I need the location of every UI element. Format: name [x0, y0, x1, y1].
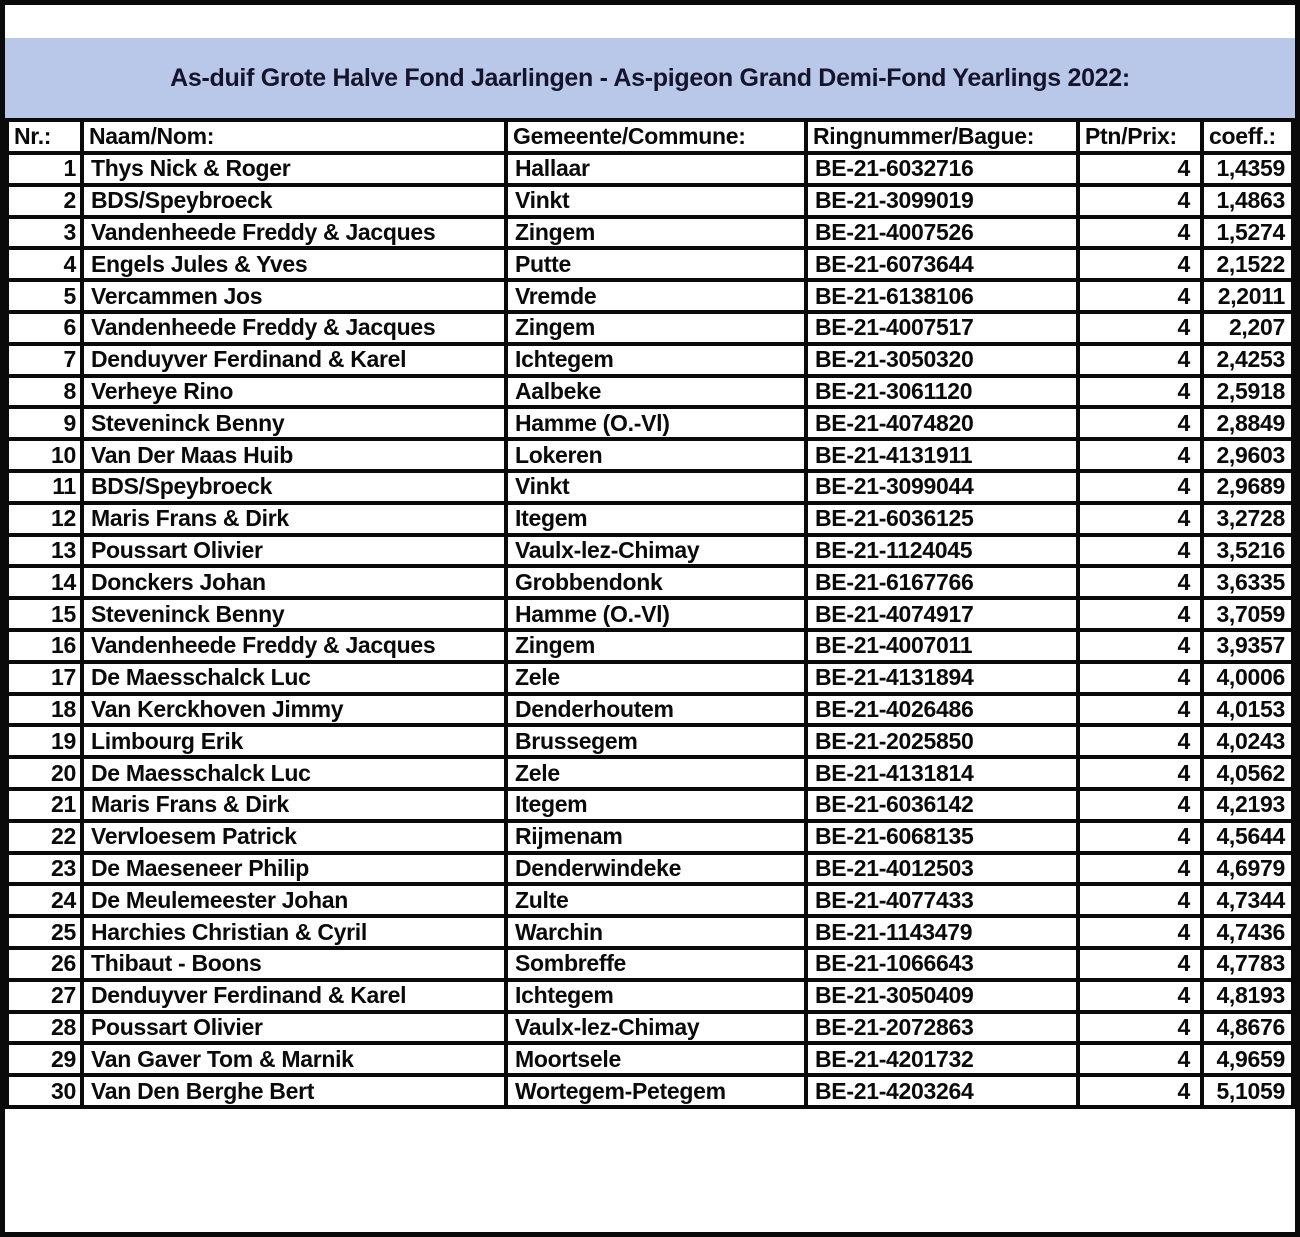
cell-commune: Grobbendonk — [506, 566, 806, 598]
cell-coeff: 2,2011 — [1202, 280, 1293, 312]
cell-nr: 9 — [7, 407, 82, 439]
cell-ring: BE-21-1143479 — [806, 916, 1078, 948]
cell-coeff: 4,9659 — [1202, 1043, 1293, 1075]
cell-commune: Putte — [506, 248, 806, 280]
column-header-name: Naam/Nom: — [82, 120, 506, 153]
cell-coeff: 4,2193 — [1202, 789, 1293, 821]
cell-points: 4 — [1078, 566, 1202, 598]
cell-commune: Ichtegem — [506, 980, 806, 1012]
cell-ring: BE-21-3050409 — [806, 980, 1078, 1012]
cell-points: 4 — [1078, 248, 1202, 280]
cell-points: 4 — [1078, 662, 1202, 694]
cell-nr: 29 — [7, 1043, 82, 1075]
cell-commune: Warchin — [506, 916, 806, 948]
table-row — [7, 1012, 1293, 1044]
cell-name: BDS/Speybroeck — [82, 471, 506, 503]
cell-points: 4 — [1078, 185, 1202, 217]
cell-points: 4 — [1078, 1075, 1202, 1107]
cell-points: 4 — [1078, 948, 1202, 980]
cell-coeff: 1,4863 — [1202, 185, 1293, 217]
cell-coeff: 2,5918 — [1202, 376, 1293, 408]
cell-nr: 11 — [7, 471, 82, 503]
cell-coeff: 4,7344 — [1202, 884, 1293, 916]
cell-points: 4 — [1078, 853, 1202, 885]
cell-coeff: 1,5274 — [1202, 217, 1293, 249]
cell-name: Thys Nick & Roger — [82, 153, 506, 185]
cell-nr: 7 — [7, 344, 82, 376]
cell-nr: 2 — [7, 185, 82, 217]
table-row — [7, 407, 1293, 439]
cell-name: De Maesschalck Luc — [82, 662, 506, 694]
cell-ring: BE-21-6036125 — [806, 503, 1078, 535]
cell-name: Vandenheede Freddy & Jacques — [82, 217, 506, 249]
cell-points: 4 — [1078, 535, 1202, 567]
cell-name: De Maeseneer Philip — [82, 853, 506, 885]
cell-coeff: 4,5644 — [1202, 821, 1293, 853]
cell-nr: 20 — [7, 757, 82, 789]
cell-commune: Hamme (O.-Vl) — [506, 598, 806, 630]
table-header-row — [7, 120, 1293, 153]
table-row — [7, 725, 1293, 757]
table-row — [7, 503, 1293, 535]
cell-nr: 14 — [7, 566, 82, 598]
table-row — [7, 471, 1293, 503]
cell-commune: Zingem — [506, 312, 806, 344]
cell-commune: Itegem — [506, 789, 806, 821]
cell-ring: BE-21-4007517 — [806, 312, 1078, 344]
cell-nr: 5 — [7, 280, 82, 312]
cell-ring: BE-21-4074917 — [806, 598, 1078, 630]
cell-commune: Vremde — [506, 280, 806, 312]
cell-ring: BE-21-6167766 — [806, 566, 1078, 598]
cell-name: De Meulemeester Johan — [82, 884, 506, 916]
cell-nr: 15 — [7, 598, 82, 630]
cell-nr: 12 — [7, 503, 82, 535]
cell-ring: BE-21-4026486 — [806, 694, 1078, 726]
cell-nr: 6 — [7, 312, 82, 344]
table-row — [7, 185, 1293, 217]
cell-nr: 8 — [7, 376, 82, 408]
cell-coeff: 3,7059 — [1202, 598, 1293, 630]
cell-commune: Vaulx-lez-Chimay — [506, 1012, 806, 1044]
cell-ring: BE-21-4131894 — [806, 662, 1078, 694]
cell-commune: Denderwindeke — [506, 853, 806, 885]
cell-name: Poussart Olivier — [82, 535, 506, 567]
cell-ring: BE-21-6036142 — [806, 789, 1078, 821]
cell-nr: 25 — [7, 916, 82, 948]
cell-name: Van Den Berghe Bert — [82, 1075, 506, 1107]
cell-commune: Zingem — [506, 217, 806, 249]
cell-ring: BE-21-1066643 — [806, 948, 1078, 980]
cell-nr: 26 — [7, 948, 82, 980]
table-row — [7, 280, 1293, 312]
table-row — [7, 1043, 1293, 1075]
table-row — [7, 1075, 1293, 1107]
cell-commune: Rijmenam — [506, 821, 806, 853]
table-row — [7, 980, 1293, 1012]
cell-points: 4 — [1078, 439, 1202, 471]
cell-commune: Zele — [506, 662, 806, 694]
cell-name: Denduyver Ferdinand & Karel — [82, 980, 506, 1012]
table-row — [7, 535, 1293, 567]
cell-name: BDS/Speybroeck — [82, 185, 506, 217]
table-row — [7, 853, 1293, 885]
cell-ring: BE-21-4077433 — [806, 884, 1078, 916]
results-table-body — [7, 153, 1293, 1107]
cell-coeff: 2,4253 — [1202, 344, 1293, 376]
cell-coeff: 2,1522 — [1202, 248, 1293, 280]
table-row — [7, 598, 1293, 630]
cell-ring: BE-21-6073644 — [806, 248, 1078, 280]
cell-name: Vandenheede Freddy & Jacques — [82, 630, 506, 662]
table-row — [7, 694, 1293, 726]
page-title: As-duif Grote Halve Fond Jaarlingen - As-pigeon Grand Demi-Fond Yearlings 2022: — [170, 63, 1130, 92]
cell-points: 4 — [1078, 312, 1202, 344]
cell-ring: BE-21-4201732 — [806, 1043, 1078, 1075]
cell-commune: Ichtegem — [506, 344, 806, 376]
cell-ring: BE-21-4012503 — [806, 853, 1078, 885]
cell-name: De Maesschalck Luc — [82, 757, 506, 789]
cell-ring: BE-21-3099019 — [806, 185, 1078, 217]
cell-points: 4 — [1078, 344, 1202, 376]
column-header-coeff: coeff.: — [1202, 120, 1293, 153]
cell-commune: Itegem — [506, 503, 806, 535]
top-margin — [5, 5, 1295, 38]
cell-name: Denduyver Ferdinand & Karel — [82, 344, 506, 376]
cell-name: Vandenheede Freddy & Jacques — [82, 312, 506, 344]
cell-name: Van Gaver Tom & Marnik — [82, 1043, 506, 1075]
cell-ring: BE-21-6068135 — [806, 821, 1078, 853]
cell-ring: BE-21-4131814 — [806, 757, 1078, 789]
cell-coeff: 2,207 — [1202, 312, 1293, 344]
cell-nr: 22 — [7, 821, 82, 853]
cell-nr: 18 — [7, 694, 82, 726]
column-header-commune: Gemeente/Commune: — [506, 120, 806, 153]
cell-commune: Zingem — [506, 630, 806, 662]
cell-ring: BE-21-3061120 — [806, 376, 1078, 408]
cell-name: Steveninck Benny — [82, 598, 506, 630]
cell-ring: BE-21-4007526 — [806, 217, 1078, 249]
cell-commune: Aalbeke — [506, 376, 806, 408]
table-row — [7, 439, 1293, 471]
cell-points: 4 — [1078, 916, 1202, 948]
cell-ring: BE-21-6138106 — [806, 280, 1078, 312]
table-row — [7, 312, 1293, 344]
cell-commune: Vaulx-lez-Chimay — [506, 535, 806, 567]
cell-commune: Denderhoutem — [506, 694, 806, 726]
cell-nr: 27 — [7, 980, 82, 1012]
cell-commune: Wortegem-Petegem — [506, 1075, 806, 1107]
cell-coeff: 1,4359 — [1202, 153, 1293, 185]
table-row — [7, 948, 1293, 980]
cell-nr: 3 — [7, 217, 82, 249]
cell-points: 4 — [1078, 598, 1202, 630]
cell-coeff: 2,9603 — [1202, 439, 1293, 471]
cell-points: 4 — [1078, 1043, 1202, 1075]
column-header-nr: Nr.: — [7, 120, 82, 153]
title-banner — [5, 38, 1295, 118]
cell-coeff: 4,0562 — [1202, 757, 1293, 789]
cell-coeff: 4,8193 — [1202, 980, 1293, 1012]
table-row — [7, 916, 1293, 948]
cell-name: Vercammen Jos — [82, 280, 506, 312]
cell-nr: 30 — [7, 1075, 82, 1107]
cell-points: 4 — [1078, 789, 1202, 821]
table-row — [7, 630, 1293, 662]
cell-coeff: 2,9689 — [1202, 471, 1293, 503]
cell-name: Van Der Maas Huib — [82, 439, 506, 471]
cell-nr: 1 — [7, 153, 82, 185]
table-row — [7, 344, 1293, 376]
cell-points: 4 — [1078, 980, 1202, 1012]
cell-name: Engels Jules & Yves — [82, 248, 506, 280]
table-row — [7, 248, 1293, 280]
cell-commune: Vinkt — [506, 185, 806, 217]
cell-commune: Hallaar — [506, 153, 806, 185]
results-table — [5, 118, 1295, 1109]
cell-nr: 21 — [7, 789, 82, 821]
cell-points: 4 — [1078, 153, 1202, 185]
cell-name: Maris Frans & Dirk — [82, 503, 506, 535]
cell-nr: 13 — [7, 535, 82, 567]
cell-nr: 10 — [7, 439, 82, 471]
cell-ring: BE-21-4074820 — [806, 407, 1078, 439]
cell-ring: BE-21-2072863 — [806, 1012, 1078, 1044]
cell-coeff: 4,0006 — [1202, 662, 1293, 694]
cell-commune: Vinkt — [506, 471, 806, 503]
cell-coeff: 4,0153 — [1202, 694, 1293, 726]
cell-nr: 23 — [7, 853, 82, 885]
cell-points: 4 — [1078, 376, 1202, 408]
cell-coeff: 4,6979 — [1202, 853, 1293, 885]
column-header-points: Ptn/Prix: — [1078, 120, 1202, 153]
cell-points: 4 — [1078, 217, 1202, 249]
cell-commune: Zele — [506, 757, 806, 789]
cell-name: Verheye Rino — [82, 376, 506, 408]
column-header-ring: Ringnummer/Bague: — [806, 120, 1078, 153]
cell-ring: BE-21-1124045 — [806, 535, 1078, 567]
cell-coeff: 4,0243 — [1202, 725, 1293, 757]
cell-coeff: 3,9357 — [1202, 630, 1293, 662]
table-row — [7, 217, 1293, 249]
cell-nr: 24 — [7, 884, 82, 916]
table-row — [7, 153, 1293, 185]
cell-nr: 4 — [7, 248, 82, 280]
table-row — [7, 757, 1293, 789]
cell-ring: BE-21-6032716 — [806, 153, 1078, 185]
cell-points: 4 — [1078, 884, 1202, 916]
cell-commune: Brussegem — [506, 725, 806, 757]
table-row — [7, 566, 1293, 598]
cell-ring: BE-21-3099044 — [806, 471, 1078, 503]
cell-points: 4 — [1078, 503, 1202, 535]
cell-ring: BE-21-4131911 — [806, 439, 1078, 471]
cell-commune: Zulte — [506, 884, 806, 916]
cell-commune: Sombreffe — [506, 948, 806, 980]
cell-points: 4 — [1078, 725, 1202, 757]
cell-commune: Hamme (O.-Vl) — [506, 407, 806, 439]
cell-ring: BE-21-4203264 — [806, 1075, 1078, 1107]
cell-commune: Moortsele — [506, 1043, 806, 1075]
cell-points: 4 — [1078, 280, 1202, 312]
cell-name: Donckers Johan — [82, 566, 506, 598]
cell-name: Thibaut - Boons — [82, 948, 506, 980]
cell-name: Steveninck Benny — [82, 407, 506, 439]
cell-ring: BE-21-2025850 — [806, 725, 1078, 757]
cell-coeff: 3,2728 — [1202, 503, 1293, 535]
cell-points: 4 — [1078, 821, 1202, 853]
cell-commune: Lokeren — [506, 439, 806, 471]
cell-coeff: 4,7783 — [1202, 948, 1293, 980]
cell-points: 4 — [1078, 1012, 1202, 1044]
cell-ring: BE-21-3050320 — [806, 344, 1078, 376]
cell-coeff: 4,8676 — [1202, 1012, 1293, 1044]
cell-points: 4 — [1078, 694, 1202, 726]
cell-name: Maris Frans & Dirk — [82, 789, 506, 821]
cell-coeff: 3,5216 — [1202, 535, 1293, 567]
cell-points: 4 — [1078, 407, 1202, 439]
cell-coeff: 4,7436 — [1202, 916, 1293, 948]
table-row — [7, 789, 1293, 821]
cell-points: 4 — [1078, 757, 1202, 789]
cell-name: Poussart Olivier — [82, 1012, 506, 1044]
table-row — [7, 884, 1293, 916]
cell-coeff: 5,1059 — [1202, 1075, 1293, 1107]
cell-name: Harchies Christian & Cyril — [82, 916, 506, 948]
cell-name: Vervloesem Patrick — [82, 821, 506, 853]
table-row — [7, 376, 1293, 408]
cell-coeff: 2,8849 — [1202, 407, 1293, 439]
table-row — [7, 821, 1293, 853]
cell-ring: BE-21-4007011 — [806, 630, 1078, 662]
cell-name: Limbourg Erik — [82, 725, 506, 757]
table-row — [7, 662, 1293, 694]
cell-coeff: 3,6335 — [1202, 566, 1293, 598]
cell-nr: 19 — [7, 725, 82, 757]
cell-name: Van Kerckhoven Jimmy — [82, 694, 506, 726]
cell-points: 4 — [1078, 630, 1202, 662]
cell-nr: 17 — [7, 662, 82, 694]
cell-nr: 16 — [7, 630, 82, 662]
cell-nr: 28 — [7, 1012, 82, 1044]
cell-points: 4 — [1078, 471, 1202, 503]
